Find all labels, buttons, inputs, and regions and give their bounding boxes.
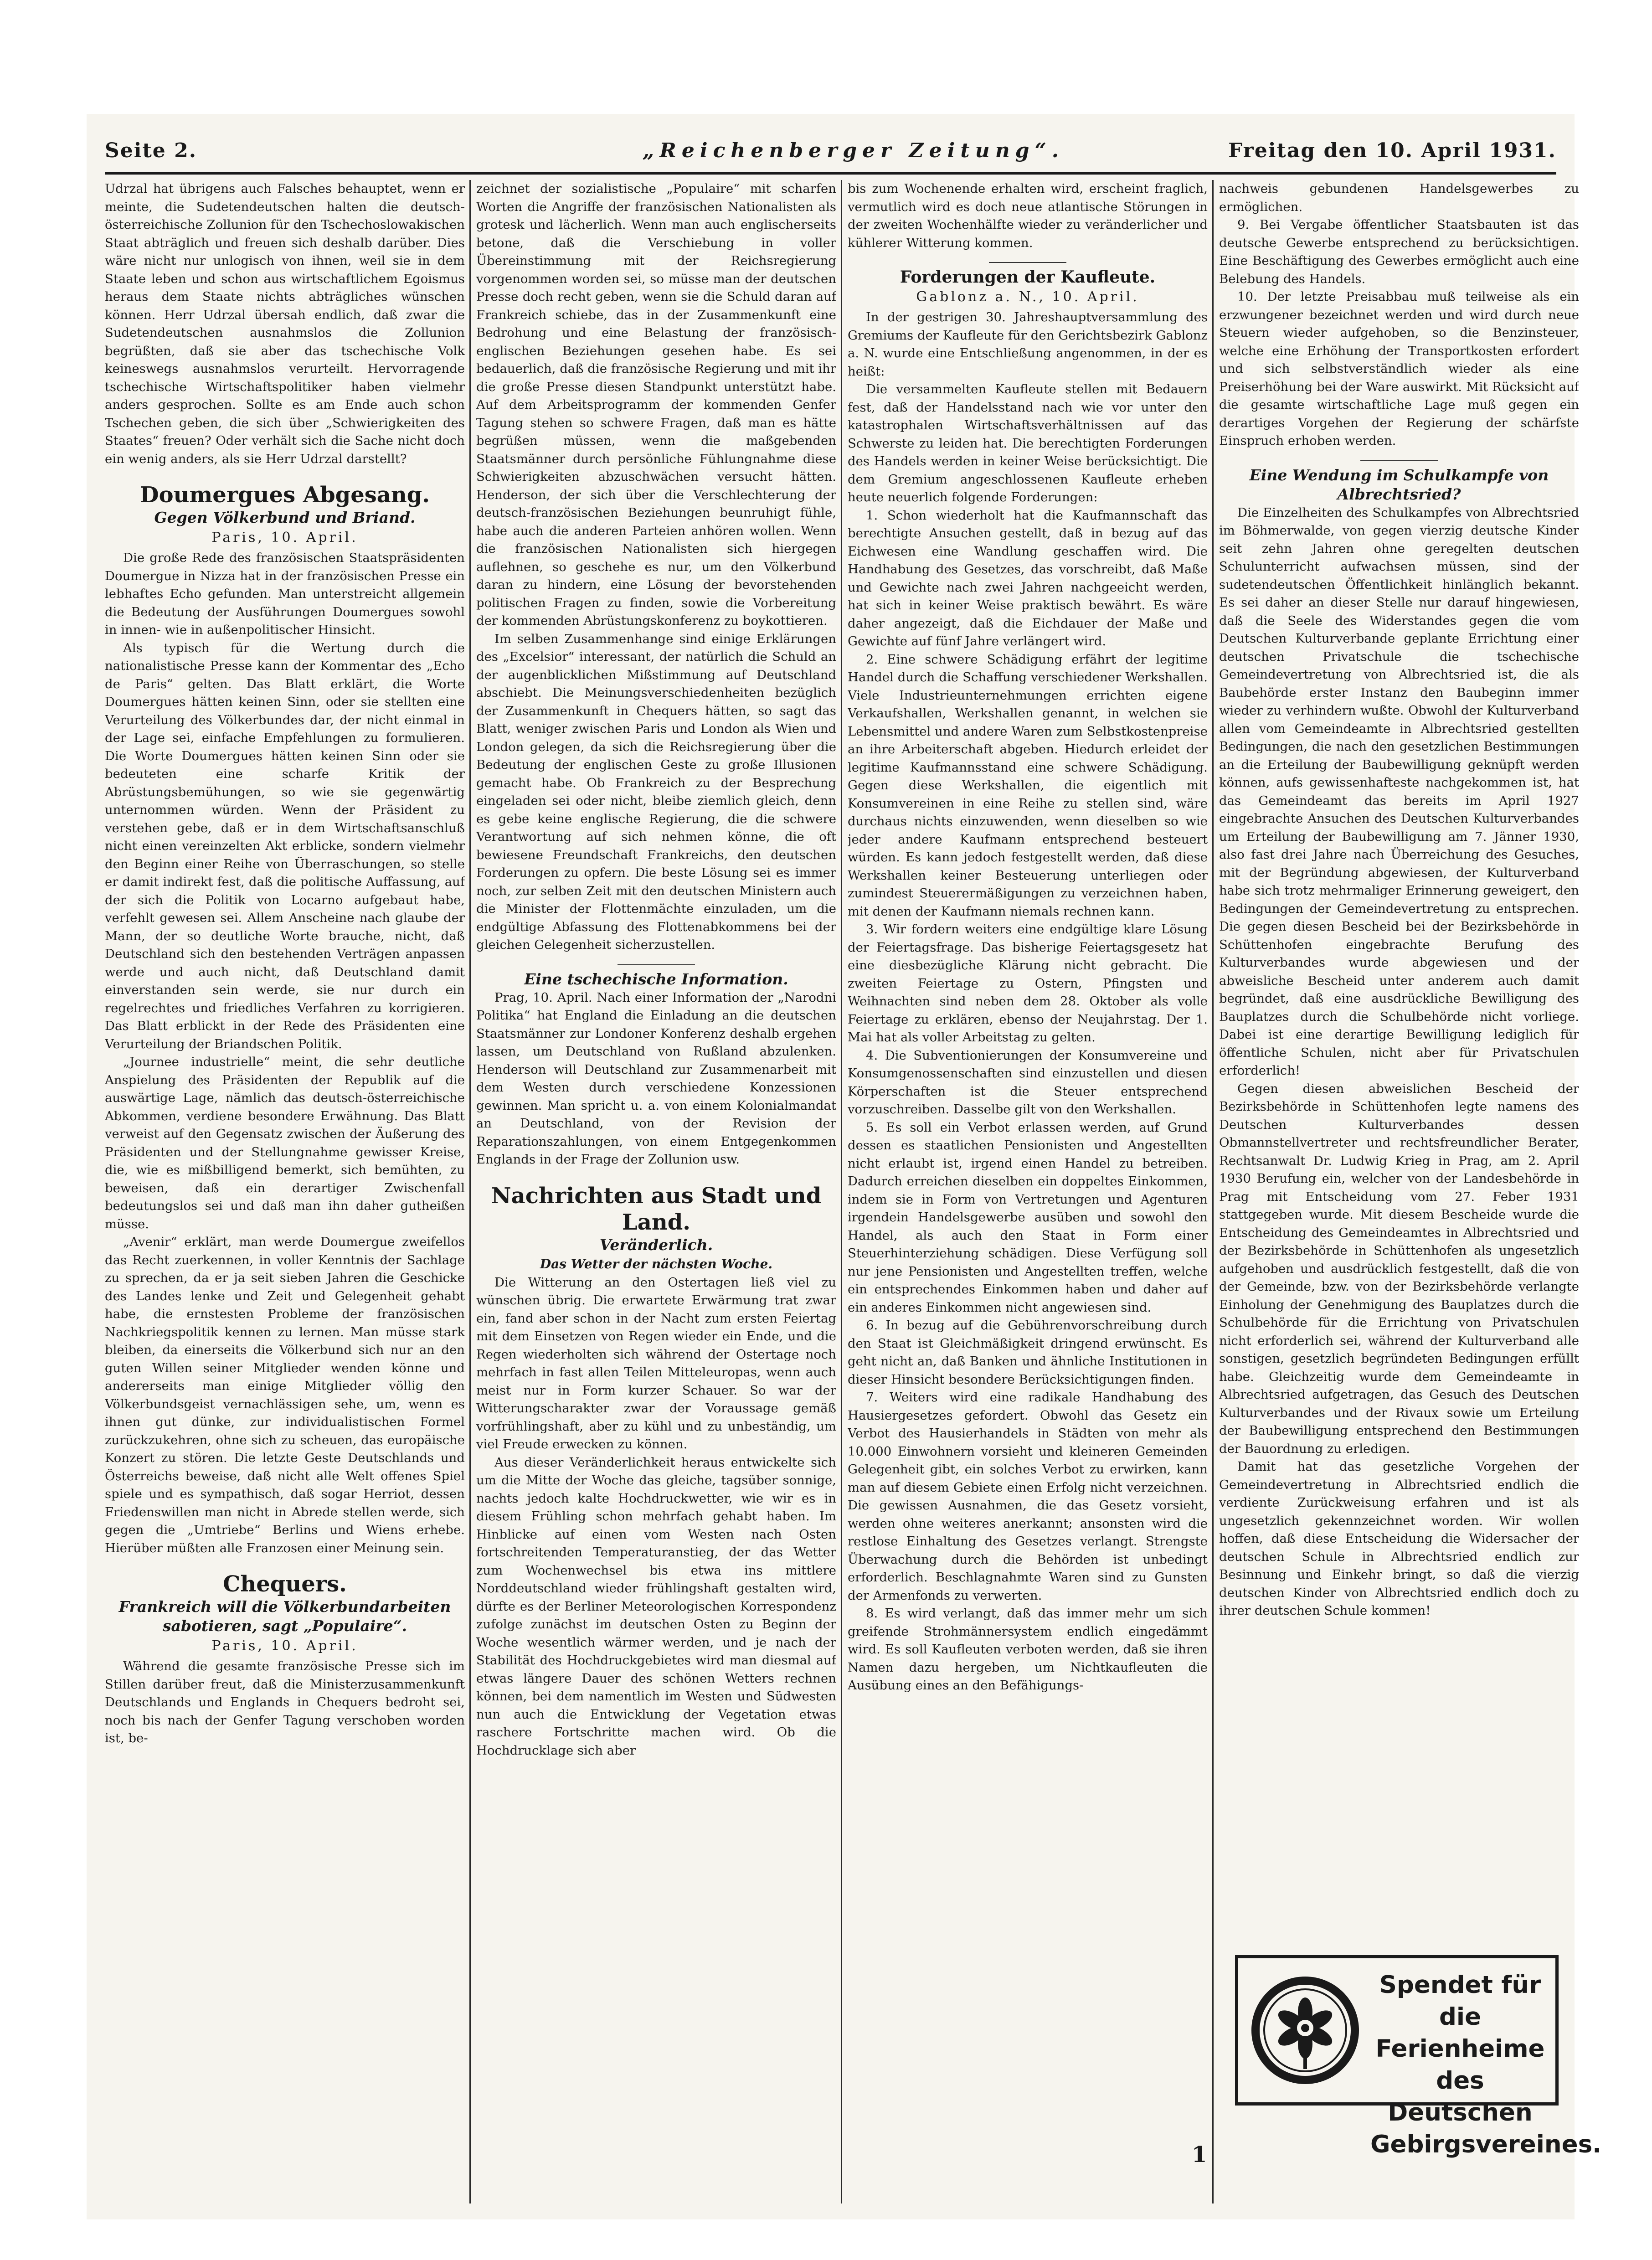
page-mark: 1 [1192,2142,1207,2167]
page-header [87,130,1575,171]
page-number: Seite 2. [105,139,197,162]
column-1 [105,180,465,2219]
article-paragraph: Als typisch für die Wertung durch die nationalistische Presse kann der Kommentar des „Echo de Paris“ gelten. Das Blatt erklärt, die Worte Doumergues hätten keinen Sinn, oder sie stellten eine Verurteilung des Völkerbundes dar, der nicht einmal in der Lage sei, einfache Empfehlungen zu formulieren. Die Worte Doumergues hätten keinen Sinn oder sie bedeuteten eine scharfe Kritik der Abrüstungsbemühungen, so wie sie gegenwärtig unternommen würden. Wenn der Präsident zu verstehen gebe, daß er in dem Wirtschaftsanschluß nicht einen vereinzelten Akt erblicke, sondern vielmehr den Beginn einer Reihe von Überraschungen, so stelle er damit indirekt fest, daß die politische Auffassung, auf der sich die Politik von Locarno aufgebaut habe, verfehlt gewesen sei. Allem Anscheine nach glaube der Mann, der so deutliche Worte brauche, nicht, daß Deutschland sich den bestehenden Verträgen anpassen werde und auch nicht, daß Deutschland damit einverstanden sein werde, sie nur durch ein regelrechtes und friedliches Verfahren zu korrigieren. Das Blatt erblickt in der Rede des Präsidenten eine Verurteilung der Briandschen Politik. [105,640,465,1051]
article-paragraph: In der gestrigen 30. Jahreshauptversammlung des Gremiums der Kaufleute für den Gerichtsbezirk Gablonz a. N. wurde eine Entschließung angenommen, in der es heißt: [848,310,1208,379]
column-divider [469,180,471,2203]
column-2 [476,180,836,2219]
subheadline-wetter: Das Wetter der nächsten Woche. [540,1256,773,1272]
article-paragraph: 5. Es soll ein Verbot erlassen werden, auf Grund dessen es staatlichen Pensionisten und Angestellten nicht erlaubt ist, irgend einen Handel zu betreiben. Dadurch erreichen dieselben ein doppeltes Einkommen, indem sie in Form von Vertretungen und Agenturen irgendein Handelsgewerbe ausüben und sowohl den Handel, als auch den Staat in Form einer Steuerhinterziehung schädigen. Diese Verfügung soll nur jene Pensionisten und Angestellten treffen, welche ein entsprechendes Einkommen haben und daher auf ein anderes Einkommen nicht angewiesen sind. [848,1120,1208,1315]
subheadline-doumergue: Gegen Völkerbund und Briand. [154,509,416,526]
headline-forderungen: Forderungen der Kaufleute. [900,268,1156,287]
article-paragraph: zeichnet der sozialistische „Populaire“ mit scharfen Worten die Angriffe der französischen Nationalisten als grotesk und lächerlich. Wenn man auch englischerseits betone, daß die Verschiebung in voller Übereinstimmung mit der Reichsregierung vorgenommen worden sei, so müsse man der deutschen Presse doch recht geben, wenn sie die Schuld daran auf Frankreich schiebe, das in der Zusammenkunft eine Bedrohung und eine Belastung der französisch-englischen Beziehungen gesehen habe. Es sei bedauerlich, daß die französische Regierung und mit ihr die große Presse diesen Standpunkt unterstützt habe. Auf dem Arbeitsprogramm der kommenden Genfer Tagung stehen so schwere Fragen, daß man es hätte begrüßen müssen, wenn die maßgebenden Staatsmänner durch persönliche Fühlungnahme diese Schwierigkeiten abzuschwächen versucht hätten. Henderson, der sich über die Verschlechterung der deutsch-französischen Beziehungen beunruhigt fühle, habe auch die anderen Parteien anhören wollen. Wenn die französischen Nationalisten sich hiergegen auflehnen, so geschehe es nur, um den Völkerbund daran zu hindern, eine Lösung der bevorstehenden politischen Fragen zu finden, sowie die Vorbereitung der kommenden Abrüstungskonferenz zu boykottieren. [476,181,836,628]
article-paragraph: Gegen diesen abweislichen Bescheid der Bezirksbehörde in Schüttenhofen legte namens des Deutschen Kulturverbandes dessen Obmannstellvertreter und rechtsfreundlicher Berater, Rechtsanwalt Dr. Ludwig Krieg in Prag, am 2. April 1930 Berufung ein, welcher von der Landesbehörde in Prag mit Entscheidung vom 27. Feber 1931 stattgegeben wurde. Mit diesem Bescheide wurde die Entscheidung des Gemeindeamtes in Albrechtsried und der Bezirksbehörde in Schüttenhofen als ungesetzlich aufgehoben und ausdrücklich festgestellt, daß die von der Gemeinde, bzw. von der Bezirksbehörde verlangte Einholung der Genehmigung des Bauplatzes durch die Schulbehörde für die Errichtung von Privatschulen nicht erforderlich sei, während der Kulturverband alle sonstigen, gesetzlich begründeten Bedingungen erfüllt habe. Gleichzeitig wurde dem Gemeindeamte in Albrechtsried aufgetragen, das Gesuch des Deutschen Kulturverbandes und der Rivaux sowie um Erteilung der Baubewilligung entsprechend den Bestimmungen der Bauordnung zu erledigen. [1219,1081,1579,1456]
article-paragraph: Im selben Zusammenhange sind einige Erklärungen des „Excelsior“ interessant, der natürlich die Schuld an der augenblicklichen Mißstimmung auf Deutschland abschiebt. Die Meinungsverschiedenheiten bezüglich der Zusammenkunft in Chequers hätten, so sagt das Blatt, weniger zwischen Paris und London als Wien und London gelegen, da sich die Reichsregierung über die Bedeutung der englischen Geste zu große Illusionen gemacht habe. Ob Frankreich zu der Besprechung eingeladen sei oder nicht, bleibe ziemlich gleich, denn es gebe keine englische Regierung, die die schwere Verantwortung auf sich nehmen könne, die oft bewiesene Freundschaft Frankreichs, den deutschen Forderungen zu opfern. Die beste Lösung sei es immer noch, zur selben Zeit mit den deutschen Ministern auch die Minister der Flottenmächte einzuladen, um die endgültige Abfassung des Flottenabkommens bei der gleichen Gelegenheit sicherzustellen. [476,631,836,952]
subheadline-chequers: Frankreich will die Völkerbundarbeiten sabotieren, sagt „Populaire“. [118,1598,451,1635]
ad-line: des Deutschen [1388,2067,1533,2126]
headline-schulkampf: Eine Wendung im Schulkampfe von Albrechtsried? [1249,466,1549,503]
article-paragraph: Prag, 10. April. Nach einer Information der „Narodni Politika“ hat England die Einladung an die deutschen Staatsmänner zur Londoner Konferenz deshalb ergehen lassen, um Deutschland von Rußland abzulenken. Henderson will Deutschland zur Zusammenarbeit mit dem Westen durch verschiedene Konzessionen gewinnen. Man spricht u. a. von einem Kolonialmandat an Deutschland, von der Revision der Reparationszahlungen, von einem Entgegenkommen Englands in der Frage der Zollunion usw. [476,990,836,1167]
article-separator [1360,460,1438,461]
article-paragraph: 6. In bezug auf die Gebührenvorschreibung durch den Staat ist Gleichmäßigkeit dringend erwünscht. Es geht nicht an, daß Banken und ähnliche Institutionen in dieser Hinsicht besondere Berücksichtigungen finden. [848,1318,1208,1387]
headline-nachrichten: Nachrichten aus Stadt und Land. [491,1183,822,1235]
ad-line: Spendet für die [1379,1971,1541,2031]
article-paragraph: 8. Es wird verlangt, daß das immer mehr um sich greifende Strohmännersystem endlich eingedämmt wird. Es soll Kaufleuten verboten werden, daß sie ihren Namen dazu hergeben, um Nichtkaufleuten die Ausübung eines an den Befähigungs- [848,1606,1208,1693]
column-4 [1219,180,1579,1932]
article-paragraph: Die große Rede des französischen Staatspräsidenten Doumergue in Nizza hat in der französischen Presse ein lebhaftes Echo gefunden. Man unterstreicht allgemein die Bedeutung der Ausführungen Doumergues sowohl in innen- wie in außenpolitischer Hinsicht. [105,551,465,637]
dateline: Gablonz a. N., 10. April. [916,289,1139,305]
ad-line: Gebirgsvereines. [1370,2131,1602,2158]
ad-line: Ferienheime [1375,2035,1545,2063]
article-paragraph: Während die gesamte französische Presse sich im Stillen darüber freut, daß die Ministerzusammenkunft Deutschlands und Englands in Chequers bedroht sei, noch bis nach der Genfer Tagung verschoben worden ist, be- [105,1659,465,1745]
issue-date: Freitag den 10. April 1931. [1228,139,1556,162]
headline-chequers: Chequers. [223,1571,347,1597]
column-divider [1212,180,1214,2203]
article-paragraph: 10. Der letzte Preisabbau muß teilweise als ein erzwungener bezeichnet werden und wird durch neue Steuern wieder aufgehoben, so die Benzinsteuer, welche eine Erhöhung der Transportkosten erfordert und sich selbstverständlich wieder als eine Preiserhöhung bei der Ware auswirkt. Mit Rücksicht auf die gesamte wirtschaftliche Lage muß gegen ein derartiges Vorgehen der Regierung der schärfste Einspruch erhoben werden. [1219,289,1579,448]
article-paragraph: 3. Wir fordern weiters eine endgültige klare Lösung der Feiertagsfrage. Das bisherige Feiertagsgesetz hat eine diesbezügliche Klärung nicht gebracht. Die zweiten Feiertage zu Ostern, Pfingsten und Weihnachten sind neben dem 28. Oktober als volle Feiertage zu erklären, ebenso der Neujahrstag. Der 1. Mai hat als voller Arbeitstag zu gelten. [848,922,1208,1045]
article-paragraph: bis zum Wochenende erhalten wird, erscheint fraglich, vermutlich wird es doch neue atlantische Störungen in der zweiten Wochenhälfte wieder zu veränderlicher und kühlerer Witterung kommen. [848,181,1208,250]
article-separator [989,262,1066,263]
article-paragraph: Die Einzelheiten des Schulkampfes von Albrechtsried im Böhmerwalde, von gegen vierzig deutsche Kinder seit zehn Jahren ohne geregelten deutschen Schulunterricht aufwachsen müssen, sind der sudetendeutschen Öffentlichkeit hinlänglich bekannt. Es sei daher an dieser Stelle nur darauf hingewiesen, daß die Seele des Widerstandes gegen die vom Deutschen Kulturverbande geplante Errichtung einer deutschen Privatschule die tschechische Gemeindevertretung von Albrechtsried ist, die als Baubehörde erster Instanz den Baubeginn immer wieder zu verhindern wußte. Obwohl der Kulturverband allen vom Gemeindeamte in Albrechtsried gestellten Bedingungen, die nach den gesetzlichen Bestimmungen an die Erteilung der Baubewilligung geknüpft werden können, aufs gewissenhafteste nachgekommen ist, hat das Gemeindeamt das bereits im April 1927 eingebrachte Ansuchen des Deutschen Kulturverbandes um Erteilung der Baubewilligung am 7. Jänner 1930, also fast drei Jahre nach Überreichung des Gesuches, mit der Begründung abgewiesen, der Kulturverband habe sich trotz mehrmaliger Erinnerung geweigert, den Bedingungen der Gemeindevertretung zu entsprechen. Die gegen diesen Bescheid bei der Bezirksbehörde in Schüttenhofen eingebrachte Berufung des Kulturverbandes wurde abgewiesen und der abweisliche Bescheid unter anderem auch damit begründet, daß eine ausdrückliche Bewilligung des Bauplatzes durch die Schulbehörde nicht vorliege. Dabei ist eine derartige Bewilligung lediglich für öffentliche Schulen, nicht aber für Privatschulen erforderlich! [1219,505,1579,1078]
article-paragraph: Die versammelten Kaufleute stellen mit Bedauern fest, daß der Handelsstand nach wie vor unter den katastrophalen Wirtschaftsverhältnissen auf das Schwerste zu leiden hat. Die berechtigten Forderungen des Handels werden in keiner Weise berücksichtigt. Die dem Gremium angeschlossenen Kaufleute erheben heute neuerlich folgende Forderungen: [848,382,1208,505]
article-paragraph: „Avenir“ erklärt, man werde Doumergue zweifellos das Recht zuerkennen, in voller Kenntnis der Sachlage zu sprechen, da er ja seit sieben Jahren die Geschicke des Landes lenke und Zeit und Gelegenheit gehabt habe, die ernstesten Probleme der französischen Nachkriegspolitik kennen zu lernen. Man müsse stark bleiben, da einerseits die Völkerbund sich nur an den guten Willen seiner Mitglieder wenden könne und andererseits man einige Mitglieder völlig den Völkerbundsgeist vernachlässigen sehe, um, wenn es ihnen gut dünke, zur individualistischen Formel zurückzukehren, ohne sich zu scheuen, das europäische Konzert zu stören. Die letzte Geste Deutschlands und Österreichs beweise, daß nicht alle Welt offenes Spiel spiele und es sympathisch, daß sogar Herriot, dessen Friedenswillen man nicht in Abrede stellen werde, sich gegen die „Umtriebe“ Berlins und Wiens erhebe. Hierüber müßten alle Franzosen einer Meinung sein. [105,1235,465,1555]
newspaper-title: „Reichenberger Zeitung“. [643,139,1065,162]
subheadline-veraenderlich: Veränderlich. [599,1236,713,1254]
article-paragraph: Aus dieser Veränderlichkeit heraus entwickelte sich um die Mitte der Woche das gleiche, tagsüber sonnige, nachts jedoch kalte Hochdruckwetter, wie wir es in diesem Frühling schon mehrfach gehabt haben. Im Hinblicke auf einen vom Westen nach Osten fortschreitenden Temperaturanstieg, der das Wetter zum Wochenwechsel bis etwa ins mittlere Norddeutschland wieder frühlingshaft gestalten wird, dürfte es der Berliner Meteorologischen Korrespondenz zufolge zunächst im deutschen Osten zu Beginn der Woche wesentlich wärmer werden, und je nach der Stabilität des Hochdruckgebietes wird man diesmal auf etwas längere Dauer des schönen Wetters rechnen können, bei dem namentlich im Westen und Südwesten nun auch die Entwicklung der Vegetation etwas raschere Fortschritte machen wird. Ob die Hochdrucklage sich aber [476,1455,836,1758]
article-paragraph: „Journee industrielle“ meint, die sehr deutliche Anspielung des Präsidenten der Republik auf die auswärtige Lage, nämlich das deutsch-österreichische Abkommen, verdiene besondere Erwähnung. Das Blatt verweist auf den Gegensatz zwischen der Äußerung des Präsidenten und der Stellungnahme gewisser Kreise, die, wie es mißbilligend bemerkt, sich bemühten, zu beweisen, daß ein derartiger Zwischenfall bedeutungslos sei und daß man ihn daher gutheißen müsse. [105,1055,465,1231]
article-paragraph: 2. Eine schwere Schädigung erfährt der legitime Handel durch die Schaffung verschiedener Werkshallen. Viele Industrieunternehmungen errichten eigene Verkaufshallen, Werkshallen genannt, in welchen sie Lebensmittel und andere Waren zum Selbstkostenpreise an ihre Arbeiterschaft abgeben. Hiedurch erleidet der legitime Kaufmannsstand eine schwere Schädigung. Gegen diese Werkshallen, die eigentlich mit Konsumvereinen in eine Reihe zu stellen sind, wäre durchaus nichts einzuwenden, wenn dieselben so wie jeder andere Kaufmann entsprechend besteuert würden. Es kann jedoch festgestellt werden, daß diese Werkshallen keiner Besteuerung unterliegen oder zumindest Steuerermäßigungen zu verzeichnen haben, mit denen der Kaufmann niemals rechnen kann. [848,652,1208,919]
article-separator [618,964,695,965]
advertisement-text [1370,1969,1602,2161]
edelweiss-emblem-icon [1248,1971,1362,2090]
headline-doumergue: Doumergues Abgesang. [139,482,430,508]
advertisement-box [1235,1955,1602,2158]
column-3 [848,180,1208,2219]
article-paragraph: nachweis gebundenen Handelsgewerbes zu ermöglichen. [1219,181,1579,214]
article-paragraph: 1. Schon wiederholt hat die Kaufmannschaft das berechtigte Ansuchen gestellt, daß in bezug auf das Eichwesen eine Wandlung geschaffen wird. Die Handhabung des Gesetzes, das vorschreibt, daß Maße und Gewichte nach zwei Jahren nachgeeicht werden, hat sich in keiner Weise praktisch bewährt. Es wäre daher angezeigt, daß die Eichdauer der Maße und Gewichte auf fünf Jahre verlängert wird. [848,508,1208,649]
article-paragraph: 7. Weiters wird eine radikale Handhabung des Hausiergesetzes gefordert. Obwohl das Gesetz ein Verbot des Hausierhandels in Städten von mehr als 10.000 Einwohnern vorsieht und kleineren Gemeinden Gelegenheit gibt, ein solches Verbot zu erwirken, kann man auf diesem Gebiete einen Erfolg nicht verzeichnen. Die gewissen Ausnahmen, die das Gesetz vorsieht, werden ohne weiteres anerkannt; ansonsten wird die restlose Einhaltung des Gesetzes verlangt. Strengste Überwachung durch die Behörden ist unbedingt erforderlich. Beschlagnahmte Waren sind zu Gunsten der Armenfonds zu verwerten. [848,1390,1208,1603]
headline-tschechische-information: Eine tschechische Information. [524,970,788,988]
article-paragraph: Damit hat das gesetzliche Vorgehen der Gemeindevertretung in Albrechtsried endlich die verdiente Zurückweisung erfahren und ist als ungesetzlich gekennzeichnet worden. Wir wollen hoffen, daß diese Entscheidung die Widersacher der deutschen Schule in Albrechtsried endlich zur Besinnung und Einkehr bringt, so daß die vierzig deutschen Kinder von Albrechtsried endlich doch zu ihrer deutschen Schule kommen! [1219,1459,1579,1618]
article-paragraph: Udrzal hat übrigens auch Falsches behauptet, wenn er meinte, die Sudetendeutschen halten die deutsch-österreichische Zollunion für den Tschechoslowakischen Staat abträglich und freuen sich deshalb darüber. Dies wäre nicht nur unlogisch von ihnen, weil sie in dem Staate leben und schon aus wirtschaftlichem Egoismus heraus dem Staate nichts abträgliches wünschen können. Herr Udrzal übersah endlich, daß zwar die Sudetendeutschen ausnahmslos die Zollunion begrüßten, daß sie aber das tschechische Volk keineswegs ausnahmslos verurteilt. Hervorragende tschechische Wirtschaftspolitiker haben vielmehr anders gesprochen. Sollte es am Ende auch schon Tschechen geben, die sich über „Schwierigkeiten des Staates“ freuen? Oder verhält sich die Sache nicht doch ein wenig anders, als sie Herr Udrzal darstellt? [105,181,465,466]
article-paragraph: 9. Bei Vergabe öffentlicher Staatsbauten ist das deutsche Gewerbe entsprechend zu berücksichtigen. Eine Beschäftigung des Gewerbes ermöglicht auch eine Belebung des Handels. [1219,217,1579,286]
dateline: Paris, 10. April. [211,530,358,546]
article-paragraph: 4. Die Subventionierungen der Konsumvereine und Konsumgenossenschaften sind einzustellen und diesen Körperschaften ist die Steuer entsprechend vorzuschreiben. Dasselbe gilt von den Werkshallen. [848,1048,1208,1117]
dateline: Paris, 10. April. [211,1638,358,1654]
header-rule [105,172,1556,175]
article-paragraph: Die Witterung an den Ostertagen ließ viel zu wünschen übrig. Die erwartete Erwärmung trat zwar ein, fand aber schon in der Nacht zum ersten Feiertag mit dem Einsetzen von Regen wieder ein Ende, und die Regen wiederholten sich während der Ostertage noch mehrfach in fast allen Teilen Mitteleuropas, wenn auch meist nur in Form kurzer Schauer. So war der Witterungscharakter zwar der Voraussage gemäß vorfrühlingshaft, aber zu kühl und zu unbeständig, um viel Freude erwecken zu können. [476,1275,836,1452]
column-divider [841,180,842,2203]
